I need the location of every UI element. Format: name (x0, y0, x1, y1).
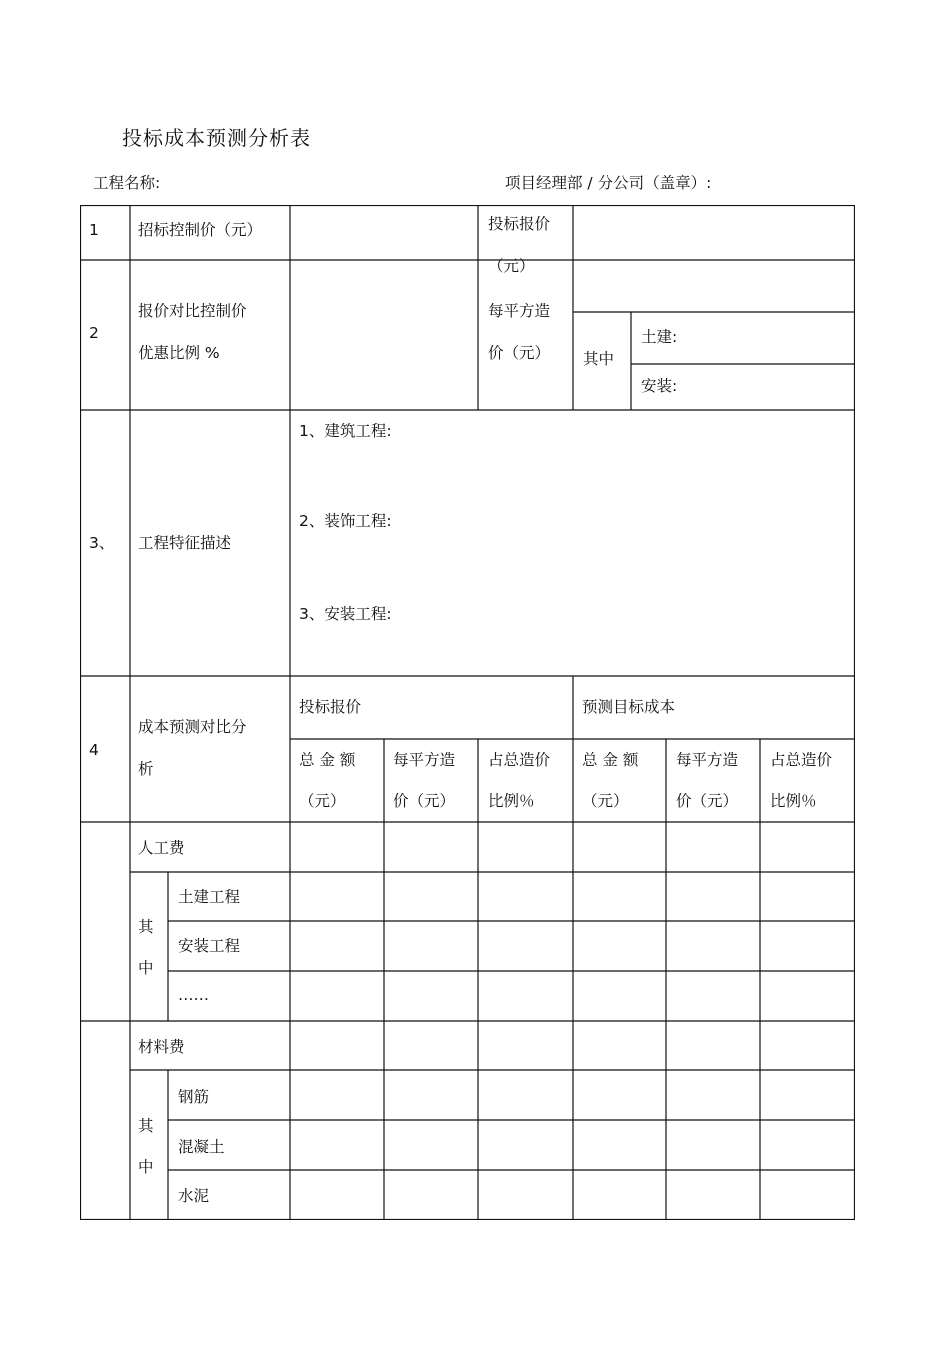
bid-per-sqm-header-line2: 价（元） (393, 792, 456, 810)
target-cost-group-header: 预测目标成本 (582, 698, 676, 716)
labor-of-which-line2: 中 (138, 959, 154, 977)
of-which-label: 其中 (583, 350, 615, 368)
row2-number: 2 (89, 324, 99, 342)
bid-price-unit: （元） (488, 257, 535, 275)
labor-item: …… (178, 986, 209, 1004)
material-cost-label: 材料费 (138, 1038, 185, 1056)
discount-ratio-label-line1: 报价对比控制价 (138, 302, 247, 320)
cost-comparison-label-line2: 析 (138, 760, 154, 778)
bid-ratio-header-line2: 比例％ (488, 792, 535, 810)
unit-price-label-line2: 价（元） (488, 344, 551, 362)
project-features-label: 工程特征描述 (138, 534, 232, 552)
discount-ratio-label-line2: 优惠比例 % (138, 344, 220, 362)
target-ratio-header-line2: 比例％ (770, 792, 817, 810)
cost-analysis-table (80, 205, 855, 1220)
page-title: 投标成本预测分析表 (122, 126, 311, 150)
target-total-header-line2: （元） (582, 792, 629, 810)
bid-group-header: 投标报价 (299, 698, 362, 716)
labor-of-which-line1: 其 (138, 918, 154, 936)
row1-number: 1 (89, 221, 99, 239)
material-of-which-line1: 其 (138, 1117, 154, 1135)
target-per-sqm-header-line1: 每平方造 (676, 751, 739, 769)
labor-item: 安装工程 (178, 937, 241, 955)
bid-ratio-header-line1: 占总造价 (488, 751, 551, 769)
building-works-label: 1、建筑工程: (299, 422, 392, 440)
row3-number: 3、 (89, 534, 115, 552)
unit-price-label-line1: 每平方造 (488, 302, 551, 320)
civil-label: 土建: (641, 328, 678, 346)
installation-works-label: 3、安装工程: (299, 605, 392, 623)
labor-item: 土建工程 (178, 888, 241, 906)
material-of-which-line2: 中 (138, 1158, 154, 1176)
target-total-header-line1: 总 金 额 (582, 751, 639, 769)
material-item: 混凝土 (178, 1138, 225, 1156)
target-per-sqm-header-line2: 价（元） (676, 792, 739, 810)
material-item: 钢筋 (178, 1088, 210, 1106)
target-ratio-header-line1: 占总造价 (770, 751, 833, 769)
dept-stamp-label: 项目经理部 / 分公司（盖章）: (505, 174, 712, 192)
bid-total-header-line2: （元） (299, 792, 346, 810)
bid-per-sqm-header-line1: 每平方造 (393, 751, 456, 769)
bid-price-label: 投标报价 (488, 215, 551, 233)
install-label: 安装: (641, 377, 678, 395)
cost-comparison-label-line1: 成本预测对比分 (138, 718, 247, 736)
material-item: 水泥 (178, 1187, 210, 1205)
labor-cost-label: 人工费 (138, 839, 185, 857)
bid-control-price-label: 招标控制价（元） (138, 221, 263, 239)
decoration-works-label: 2、装饰工程: (299, 512, 392, 530)
row4-number: 4 (89, 741, 99, 759)
project-name-label: 工程名称: (93, 174, 161, 192)
bid-total-header-line1: 总 金 额 (299, 751, 356, 769)
